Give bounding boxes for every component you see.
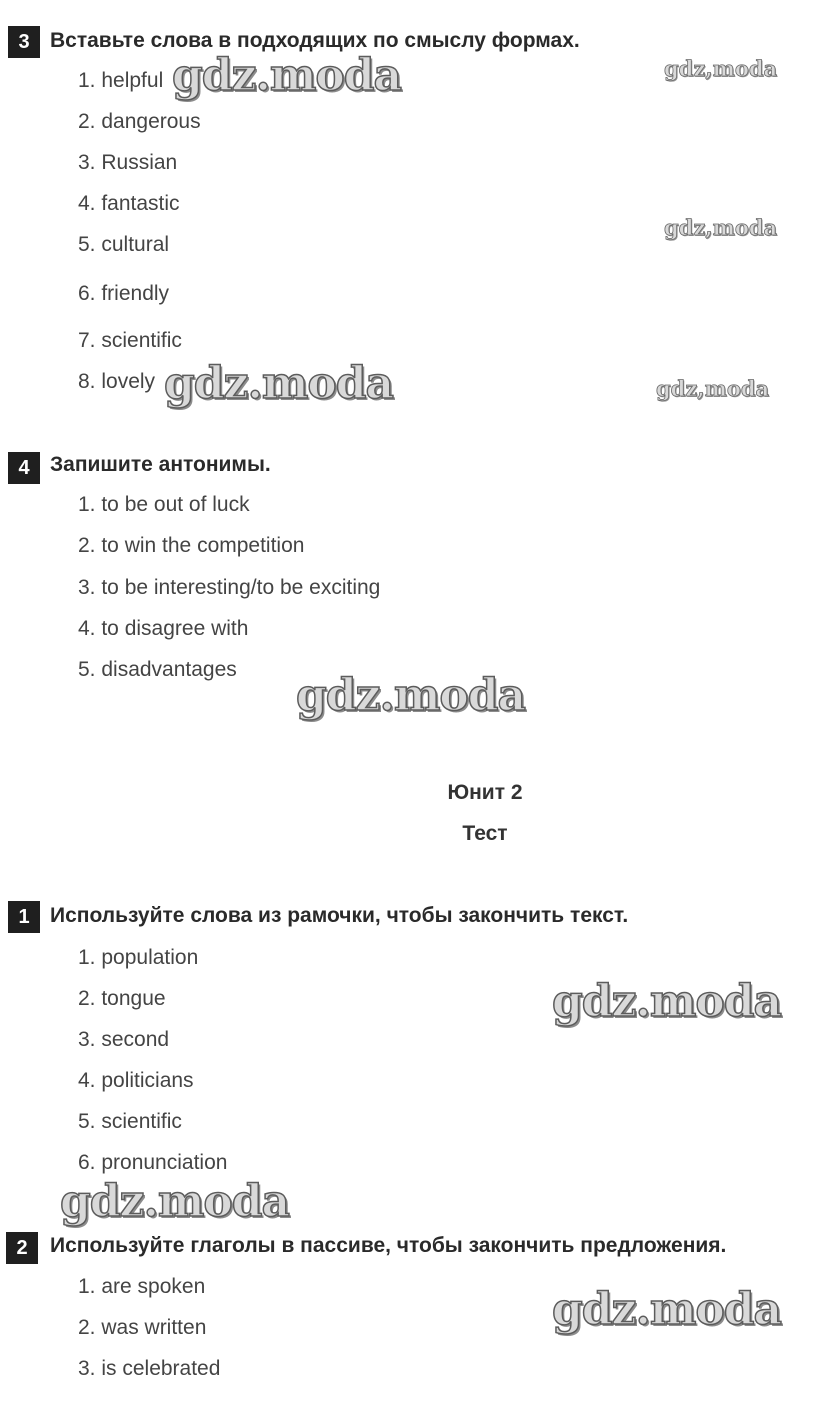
task-4-answer-3: 3. to be interesting/to be exciting — [78, 576, 381, 599]
task-4-answer-2: 2. to win the competition — [78, 534, 305, 557]
task-2-answer-2: 2. was written — [78, 1316, 207, 1339]
task-4-number-badge: 4 — [8, 452, 40, 484]
task-2-answer-1: 1. are spoken — [78, 1275, 206, 1298]
watermark-logo: gdz.moda — [552, 1284, 782, 1335]
task-3-answer-7: 7. scientific — [78, 329, 182, 352]
watermark-logo: gdz.moda — [60, 1176, 290, 1227]
task-3-answer-4: 4. fantastic — [78, 192, 180, 215]
watermark-logo: gdz.moda — [172, 50, 402, 101]
task-3-answer-8: 8. lovely — [78, 370, 156, 393]
task-2-number-badge: 2 — [6, 1232, 38, 1264]
task-4-answer-5: 5. disadvantages — [78, 658, 237, 681]
task-1-number-badge: 1 — [8, 901, 40, 933]
watermark-logo: gdz.moda — [164, 358, 394, 409]
task-1-answer-5: 5. scientific — [78, 1110, 182, 1133]
task-3-answer-2: 2. dangerous — [78, 110, 201, 133]
watermark-logo: gdz.moda — [552, 976, 782, 1027]
task-3-answer-6: 6. friendly — [78, 282, 170, 305]
task-1-answer-1: 1. population — [78, 946, 199, 969]
task-2-title: Используйте глаголы в пассиве, чтобы закончить предложения. — [50, 1234, 727, 1257]
watermark-logo: gdz,moda — [664, 215, 778, 240]
test-subheading: Тест — [462, 822, 508, 845]
task-4-answer-1: 1. to be out of luck — [78, 493, 250, 516]
task-1-answer-6: 6. pronunciation — [78, 1151, 228, 1174]
watermark-logo: gdz,moda — [656, 376, 770, 401]
task-1-answer-3: 3. second — [78, 1028, 170, 1051]
task-2-answer-3: 3. is celebrated — [78, 1357, 221, 1380]
task-1-answer-2: 2. tongue — [78, 987, 166, 1010]
task-1-answer-4: 4. politicians — [78, 1069, 194, 1092]
watermark-logo: gdz,moda — [664, 56, 778, 81]
task-1-title: Используйте слова из рамочки, чтобы закончить текст. — [50, 904, 629, 927]
task-3-answer-1: 1. helpful — [78, 69, 164, 92]
task-3-answer-3: 3. Russian — [78, 151, 178, 174]
watermark-logo: gdz.moda — [296, 670, 526, 721]
task-4-answer-4: 4. to disagree with — [78, 617, 249, 640]
task-4-title: Запишите антонимы. — [50, 453, 271, 476]
task-3-number-badge: 3 — [8, 26, 40, 58]
task-3-answer-5: 5. cultural — [78, 233, 170, 256]
unit-heading: Юнит 2 — [447, 781, 523, 804]
task-3-title: Вставьте слова в подходящих по смыслу формах. — [50, 29, 580, 52]
